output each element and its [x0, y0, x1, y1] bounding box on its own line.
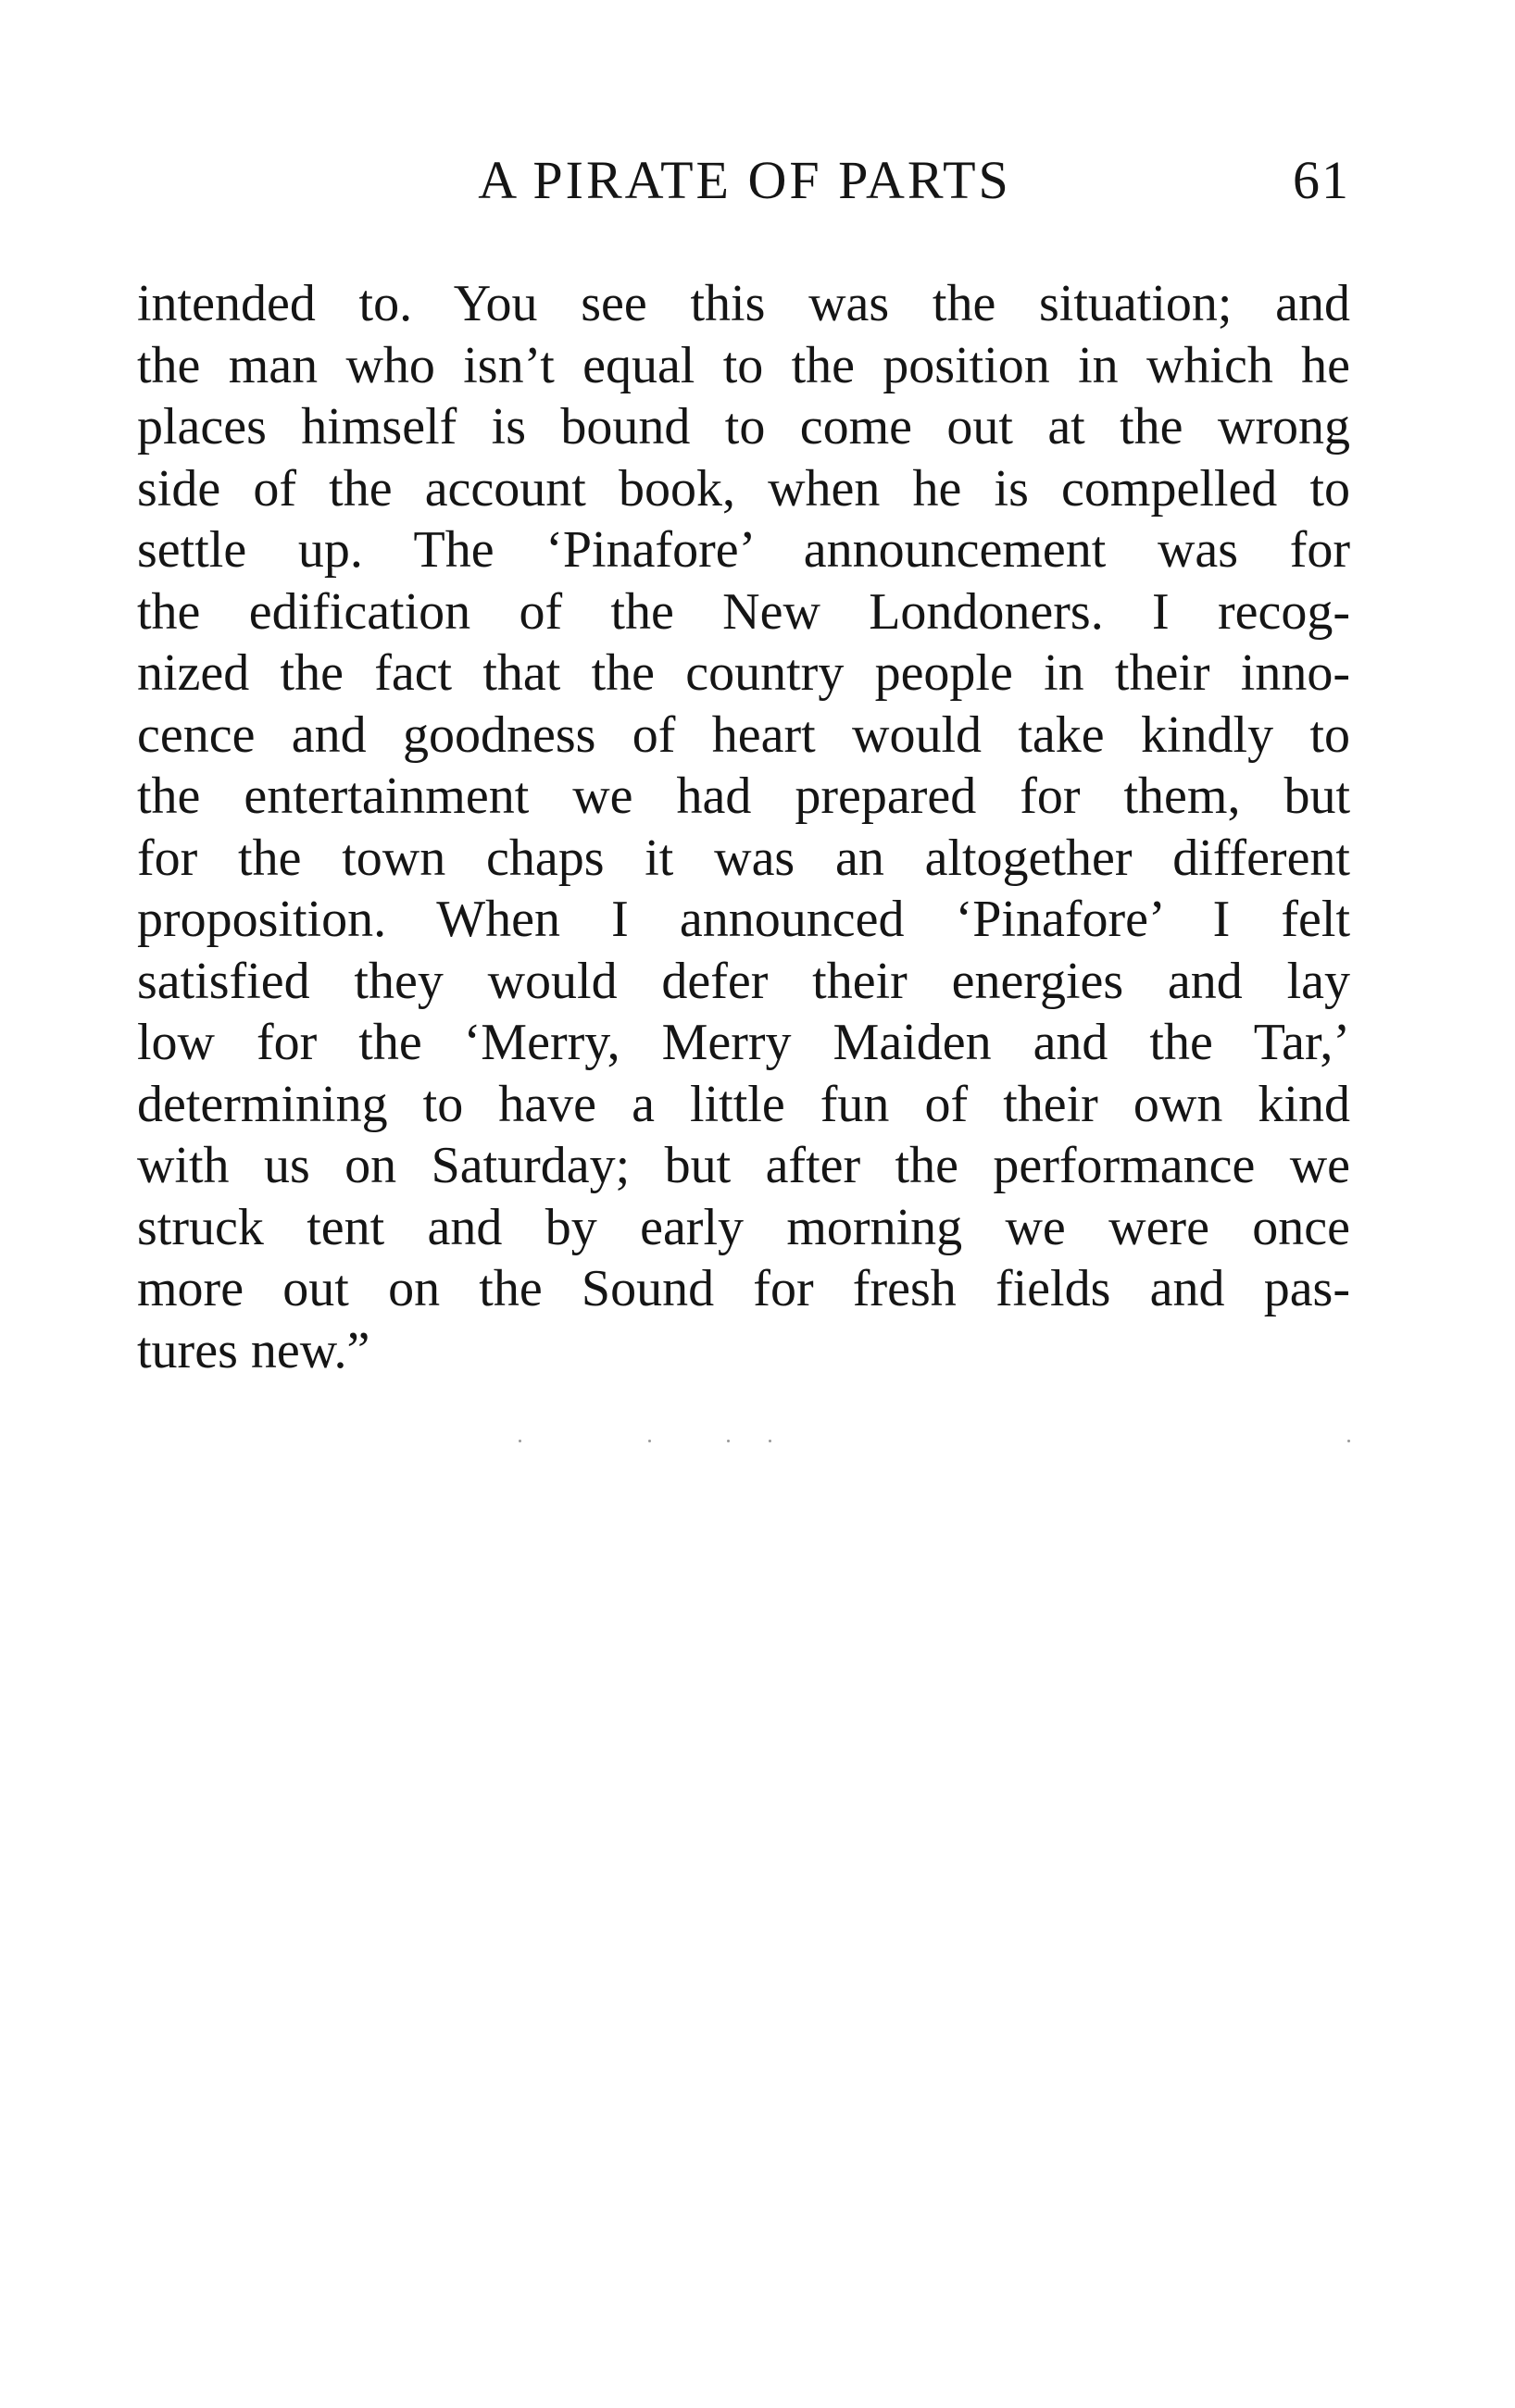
text-line: struck tent and by early morning we were once	[137, 1198, 1350, 1256]
speck	[648, 1440, 651, 1442]
text-line: more out on the Sound for fresh fields and pas-	[137, 1260, 1350, 1317]
speck	[519, 1440, 521, 1442]
running-title: A PIRATE OF PARTS	[478, 150, 1011, 210]
scan-specks	[519, 1440, 1371, 1449]
text-line: the entertainment we had prepared for them, but	[137, 767, 1350, 825]
text-line: cence and goodness of heart would take kindly to	[137, 705, 1350, 764]
speck	[1347, 1440, 1350, 1442]
body-text	[137, 273, 1350, 1381]
text-line: tures new.”	[137, 1321, 370, 1379]
text-line: for the town chaps it was an altogether different	[137, 829, 1350, 887]
text-line: intended to. You see this was the situation; and	[137, 275, 1350, 332]
text-line: with us on Saturday; but after the performance we	[137, 1137, 1350, 1194]
text-line: places himself is bound to come out at the wrong	[137, 398, 1350, 455]
text-line: nized the fact that the country people in their inno-	[137, 644, 1350, 702]
text-line: satisfied they would defer their energies and lay	[137, 952, 1350, 1010]
text-line: the edification of the New Londoners. I recog-	[137, 582, 1350, 641]
text-line: side of the account book, when he is compelled to	[137, 459, 1350, 518]
speck	[727, 1440, 730, 1442]
running-head	[139, 148, 1350, 213]
page-number: 61	[1293, 150, 1350, 210]
text-line: low for the ‘Merry, Merry Maiden and the Tar,’	[137, 1014, 1350, 1071]
text-line: proposition. When I announced ‘Pinafore’ I felt	[137, 891, 1350, 948]
text-line: the man who isn’t equal to the position in which he	[137, 336, 1350, 394]
text-line: determining to have a little fun of their own kind	[137, 1075, 1350, 1133]
speck	[769, 1440, 771, 1442]
text-line: settle up. The ‘Pinafore’ announcement was for	[137, 521, 1350, 579]
